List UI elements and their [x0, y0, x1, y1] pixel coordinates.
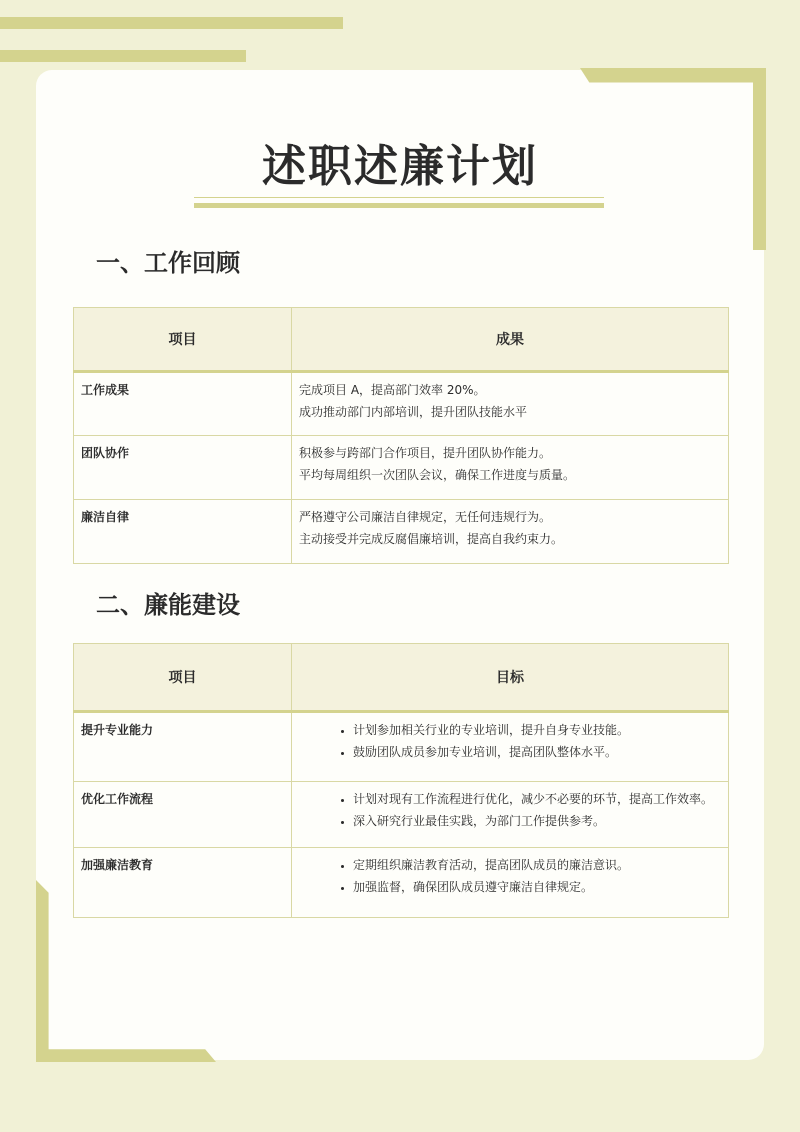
row-item-label: 提升专业能力 — [74, 712, 292, 782]
decor-bar-top-long — [0, 17, 343, 29]
goal-list — [299, 854, 721, 898]
row-item-label: 工作成果 — [74, 372, 292, 436]
table-row — [74, 848, 729, 918]
title-underline-thin — [194, 197, 604, 198]
table-row — [74, 500, 729, 564]
row-item-label: 廉洁自律 — [74, 500, 292, 564]
result-line: 平均每周组织一次团队会议，确保工作进度与质量。 — [299, 468, 576, 482]
column-header-item: 项目 — [74, 644, 292, 712]
table-row — [74, 712, 729, 782]
row-item-label: 优化工作流程 — [74, 782, 292, 848]
decor-bar-top-short — [0, 50, 246, 62]
result-line: 完成项目 A，提高部门效率 20%。 — [299, 383, 486, 397]
result-line: 成功推动部门内部培训，提升团队技能水平 — [299, 405, 528, 419]
goal-bullet: • 计划对现有工作流程进行优化，减少不必要的环节，提高工作效率。 — [353, 788, 721, 810]
table-header-row — [74, 644, 729, 712]
row-result-cell — [292, 500, 729, 564]
table-row — [74, 782, 729, 848]
goal-list — [299, 719, 721, 763]
result-line: 严格遵守公司廉洁自律规定，无任何违规行为。 — [299, 510, 552, 524]
integrity-building-table — [73, 643, 729, 918]
goal-bullet: • 加强监督，确保团队成员遵守廉洁自律规定。 — [353, 876, 721, 898]
table-row — [74, 436, 729, 500]
section-heading-work-review: 一、工作回顾 — [96, 249, 240, 277]
goal-list — [299, 788, 721, 832]
row-item-label: 团队协作 — [74, 436, 292, 500]
section-heading-integrity-building: 二、廉能建设 — [96, 591, 240, 619]
goal-bullet: • 计划参加相关行业的专业培训，提升自身专业技能。 — [353, 719, 721, 741]
row-goal-cell — [292, 848, 729, 918]
column-header-item: 项目 — [74, 308, 292, 372]
result-line: 积极参与跨部门合作项目，提升团队协作能力。 — [299, 446, 552, 460]
row-result-cell — [292, 372, 729, 436]
goal-bullet: • 定期组织廉洁教育活动，提高团队成员的廉洁意识。 — [353, 854, 721, 876]
table-header-row — [74, 308, 729, 372]
row-item-label: 加强廉洁教育 — [74, 848, 292, 918]
title-underline-thick — [194, 203, 604, 208]
result-line: 主动接受并完成反腐倡廉培训，提高自我约束力。 — [299, 532, 564, 546]
work-review-table — [73, 307, 729, 564]
table-row — [74, 372, 729, 436]
column-header-result: 成果 — [292, 308, 729, 372]
row-goal-cell — [292, 782, 729, 848]
row-result-cell — [292, 436, 729, 500]
document-title: 述职述廉计划 — [262, 141, 538, 192]
row-goal-cell — [292, 712, 729, 782]
column-header-goal: 目标 — [292, 644, 729, 712]
goal-bullet: • 鼓励团队成员参加专业培训，提高团队整体水平。 — [353, 741, 721, 763]
goal-bullet: • 深入研究行业最佳实践，为部门工作提供参考。 — [353, 810, 721, 832]
